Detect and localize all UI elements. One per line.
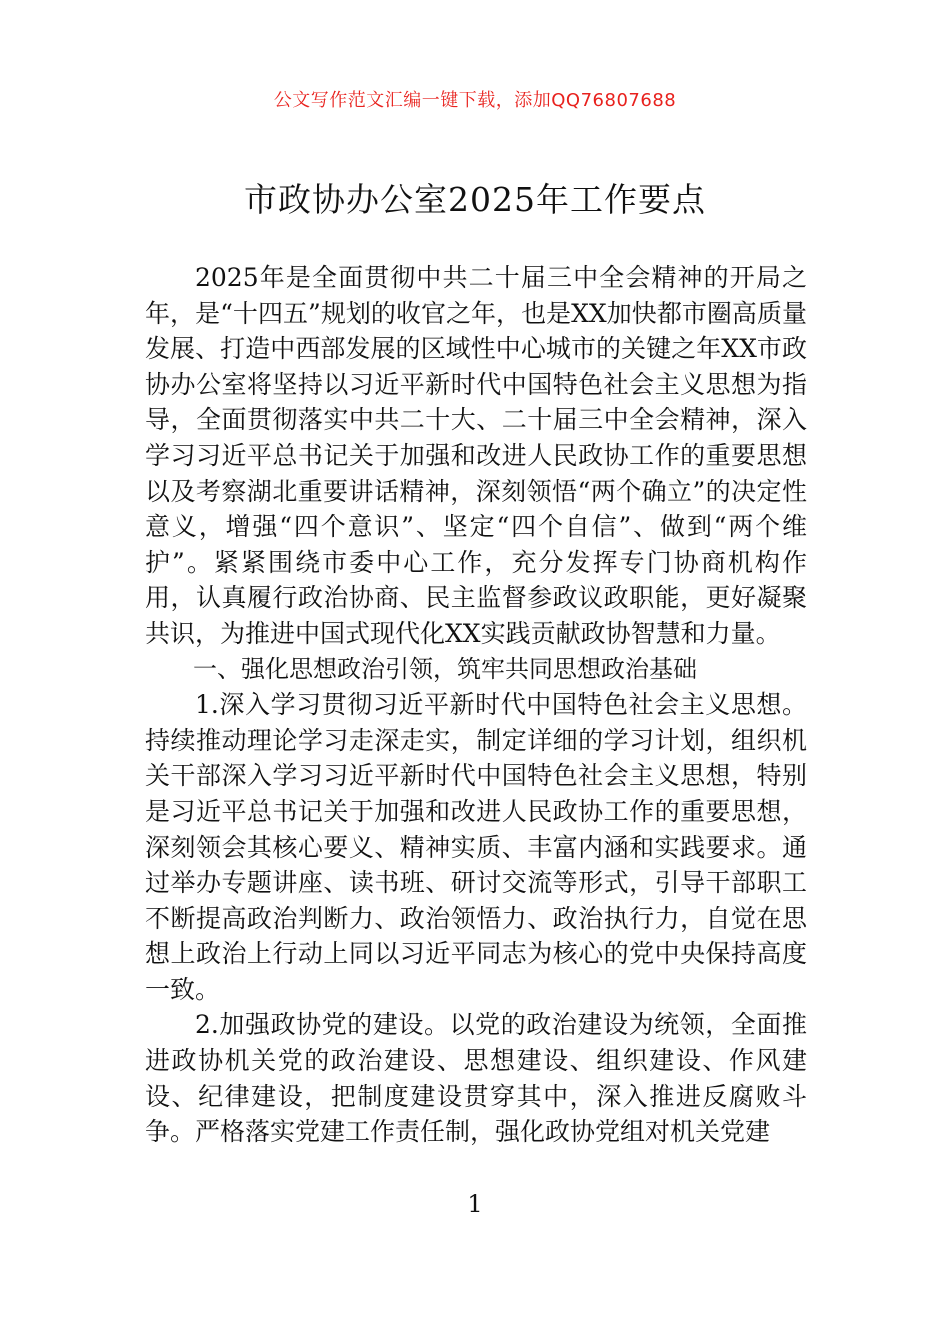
document-title: 市政协办公室2025年工作要点 xyxy=(244,180,706,219)
download-banner: 公文写作范文汇编一键下载，添加QQ76807688 xyxy=(273,90,677,111)
item-paragraph-2: 2.加强政协党的建设。以党的政治建设为统领，全面推进政协机关党的政治建设、思想建设、组织建设、作风建设、纪律建设，把制度建设贯穿其中，深入推进反腐败斗争。严格落实党建工作责任制，强化政协党组对机关党建 xyxy=(145,1010,807,1147)
page-number: 1 xyxy=(467,1190,483,1218)
item-paragraph-1: 1.深入学习贯彻习近平新时代中国特色社会主义思想。持续推动理论学习走深走实，制定详细的学习计划，组织机关干部深入学习习近平新时代中国特色社会主义思想，特别是习近平总书记关于加强和改进人民政协工作的重要思想，深刻领会其核心要义、精神实质、丰富内涵和实践要求。通过举办专题讲座、读书班、研讨交流等形式，引导干部职工不断提高政治判断力、政治领悟力、政治执行力，自觉在思想上政治上行动上同以习近平同志为核心的党中央保持高度一致。 xyxy=(145,690,807,1004)
intro-paragraph: 2025年是全面贯彻中共二十届三中全会精神的开局之年，是“十四五”规划的收官之年，也是XX加快都市圈高质量发展、打造中西部发展的区域性中心城市的关键之年XX市政协办公室将坚持以习近平新时代中国特色社会主义思想为指导，全面贯彻落实中共二十大、二十届三中全会精神，深入学习习近平总书记关于加强和改进人民政协工作的重要思想以及考察湖北重要讲话精神，深刻领悟“两个确立”的决定性意义，增强“四个意识”、坚定“四个自信”、做到“两个维护”。紧紧围绕市委中心工作，充分发挥专门协商机构作用，认真履行政治协商、民主监督参政议政职能，更好凝聚共识，为推进中国式现代化XX实践贡献政协智慧和力量。 xyxy=(145,263,807,648)
section-heading-1: 一、强化思想政治引领，筑牢共同思想政治基础 xyxy=(193,654,697,683)
document-body xyxy=(145,260,807,1150)
